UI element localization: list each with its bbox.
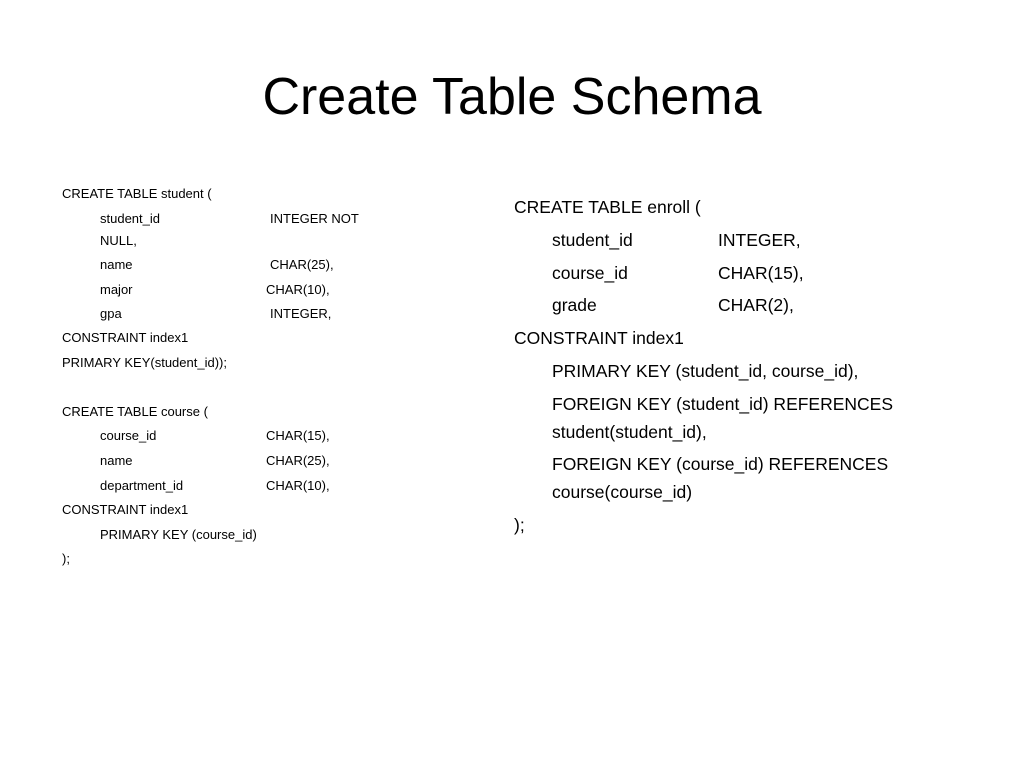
student-col-name: name (100, 257, 133, 272)
left-column (62, 0, 482, 768)
course-col-name: course_id (100, 428, 157, 443)
student-col-type: CHAR(10), (266, 282, 330, 297)
course-constraint: CONSTRAINT index1 (62, 502, 189, 517)
course-close: ); (62, 551, 70, 566)
student-table-header: CREATE TABLE student ( (62, 186, 212, 201)
slide-title: Create Table Schema (262, 68, 762, 126)
student-col-type-cont: NULL, (100, 233, 137, 248)
enroll-table-header: CREATE TABLE enroll ( (514, 197, 701, 217)
course-col-type: CHAR(15), (266, 428, 330, 443)
student-col-name: student_id (100, 211, 160, 226)
enroll-foreign-key-student-ref: student(student_id), (552, 422, 707, 442)
student-col-name: gpa (100, 306, 122, 321)
course-col-type: CHAR(10), (266, 478, 330, 493)
student-col-type: INTEGER, (270, 306, 332, 321)
enroll-foreign-key-course-ref: course(course_id) (552, 482, 693, 502)
course-table-header: CREATE TABLE course ( (62, 404, 208, 419)
enroll-col-type: CHAR(2), (718, 295, 794, 315)
enroll-col-name: student_id (552, 230, 633, 250)
enroll-col-name: course_id (552, 263, 628, 283)
course-col-name: name (100, 453, 133, 468)
student-primary-key: PRIMARY KEY(student_id)); (62, 355, 227, 370)
enroll-constraint: CONSTRAINT index1 (514, 328, 684, 348)
enroll-foreign-key-student: FOREIGN KEY (student_id) REFERENCES (552, 394, 894, 414)
student-constraint: CONSTRAINT index1 (62, 330, 189, 345)
right-column (514, 0, 974, 768)
enroll-close: ); (514, 515, 525, 535)
student-col-name: major (100, 282, 133, 297)
course-col-type: CHAR(25), (266, 453, 330, 468)
course-col-name: department_id (100, 478, 184, 493)
enroll-col-type: INTEGER, (718, 230, 801, 250)
enroll-col-type: CHAR(15), (718, 263, 804, 283)
enroll-primary-key: PRIMARY KEY (student_id, course_id), (552, 361, 859, 381)
student-col-type: INTEGER NOT (270, 211, 359, 226)
enroll-foreign-key-course: FOREIGN KEY (course_id) REFERENCES (552, 454, 889, 474)
student-col-type: CHAR(25), (270, 257, 334, 272)
enroll-col-name: grade (552, 295, 597, 315)
course-primary-key: PRIMARY KEY (course_id) (100, 527, 257, 542)
